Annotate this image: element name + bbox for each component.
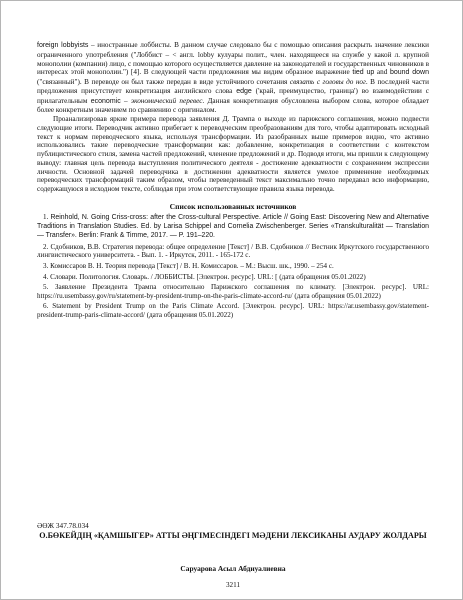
references-title: Список использованных источников <box>169 201 297 211</box>
reference-item: 3. Комиссаров В. Н. Теория перевода [Текст] / В. Н. Комиссаров. – М.: Высш. шк., 1990. – 254 с. <box>43 262 334 271</box>
reference-item: 5. Заявление Президента Трампа относительно Парижского соглашения по климату. [Электрон. ресурс]. URL: https://ru.usembassy.gov/ru/statement-by-president-trump-on-the-paris-climate-accord-ru/ (дата обращения 05.01.2022) <box>37 283 430 300</box>
term-foreign-lobbyists: foreign lobbyists <box>37 42 89 49</box>
paragraph-conclusion: Проанализировав яркие примера перевода заявления Д. Трампа о выходе из парижского соглашения, можно подвести следующие итоги. Переводчик активно прибегает к переводческим преобразованиям для того, чтобы адаптировать исходный текст к нормам переводческого языка, используя трансформации. Из разобранных выше примеров видно, что активно использовались такие переводческие трансформации как: добавление, конкретизация в соответствии с контекстом публицистического стиля, замена частей предложений, членение предложений и др. Подводя итоги, мы пришли к следующему выводу: главная цель перевода выступления политического деятеля - достижение адекватности с сохранением экспрессии личности. Основной задачей переводчика в достижении адекватности является умелое применение необходимых переводческих трансформаций таким образом, чтобы переведенный текст максимально точно передавал всю информацию, содержащуюся в исходном тексте, соблюдая при этом соответствующие правила языка перевода. <box>37 115 429 193</box>
page-number: 3211 <box>225 581 241 589</box>
references-list <box>37 213 429 319</box>
reference-item: 4. Словари. Политология. Словарь. / ЛОББИСТЫ. [Электрон. ресурс]. URL: [ (дата обращения 05.01.2022) <box>43 272 366 281</box>
article-title: О.БӨКЕЙДІҢ «ҚАМШЫГЕР» АТТЫ ӘҢГІМЕСІНДЕГІ МӘДЕНИ ЛЕКСИКАНЫ АУДАРУ ЖОЛДАРЫ <box>39 531 427 540</box>
paragraph-foreign-lobbyists: foreign lobbyists – иностранные лоббисты. В данном случае следовало бы с помощью описания раскрыть значение лексики ограниченного употребления ("Лоббист – < англ. lobby кулуары полит., член. находящееся на службе у какой л. крупной монополии (компании) лицо, с помощью которого осуществляется давление на законодателей и государственных чиновников в интересах этой монополии.") [4]. В следующей части предложения мы видим образное выражение tied up and bound down ("связанный"). В переводе он был также передан в виде устойчивого сочетания связать с головы до ног. В последней части предложения присутствует конкретизация английского слова edge ('край, преимущество, граница') во взаимодействии с прилагательным economic – экономический перевес. Данная конкретизация обусловлена выбором слова, которое обладает более конкретным значением по сравнению с оригиналом. <box>37 41 430 115</box>
term-bound-down: bound down <box>389 69 429 77</box>
phrase-italic-1: связать с головы до ног <box>289 78 366 86</box>
reference-item: 6. Statement by President Trump on the Paris Climate Accord. [Электрон. ресурс]. URL: https://ar.usembassy.gov/statement-president-trump-paris-climate-accord/ (дата обращения 05.01.2022) <box>37 302 429 319</box>
udk-code: ӘӨЖ 347.78.034 <box>37 521 89 530</box>
phrase-italic-2: экономический перевес <box>130 96 203 105</box>
author-name: Саруарова Асыл Абдиуалиевна <box>180 564 286 573</box>
page-body <box>37 41 429 321</box>
term-edge: edge <box>236 87 252 95</box>
reference-item: 1. Reinhold, N. Going Criss-cross: after the Cross-cultural Perspective. Article // Going East: Discovering New and Alternative Traditions in Translation Studies. Ed. by Larisa Schippel and Cornelia Zwischenberger. Series «Transkulturalität — Translation — Transfer». Berlin: Frank & Timme, 2017. — P. 191–220. <box>37 212 429 240</box>
term-tied-up: tied up <box>352 69 375 77</box>
term-economic: economic <box>90 97 121 105</box>
reference-item: 2. Сдобников, В.В. Стратегия перевода: общее определение [Текст] / В.В. Сдобников // Вестник Иркутского государственного лингвистического университета. - Вып. 1. - Иркутск, 2011. - 165-172 с. <box>37 243 429 260</box>
